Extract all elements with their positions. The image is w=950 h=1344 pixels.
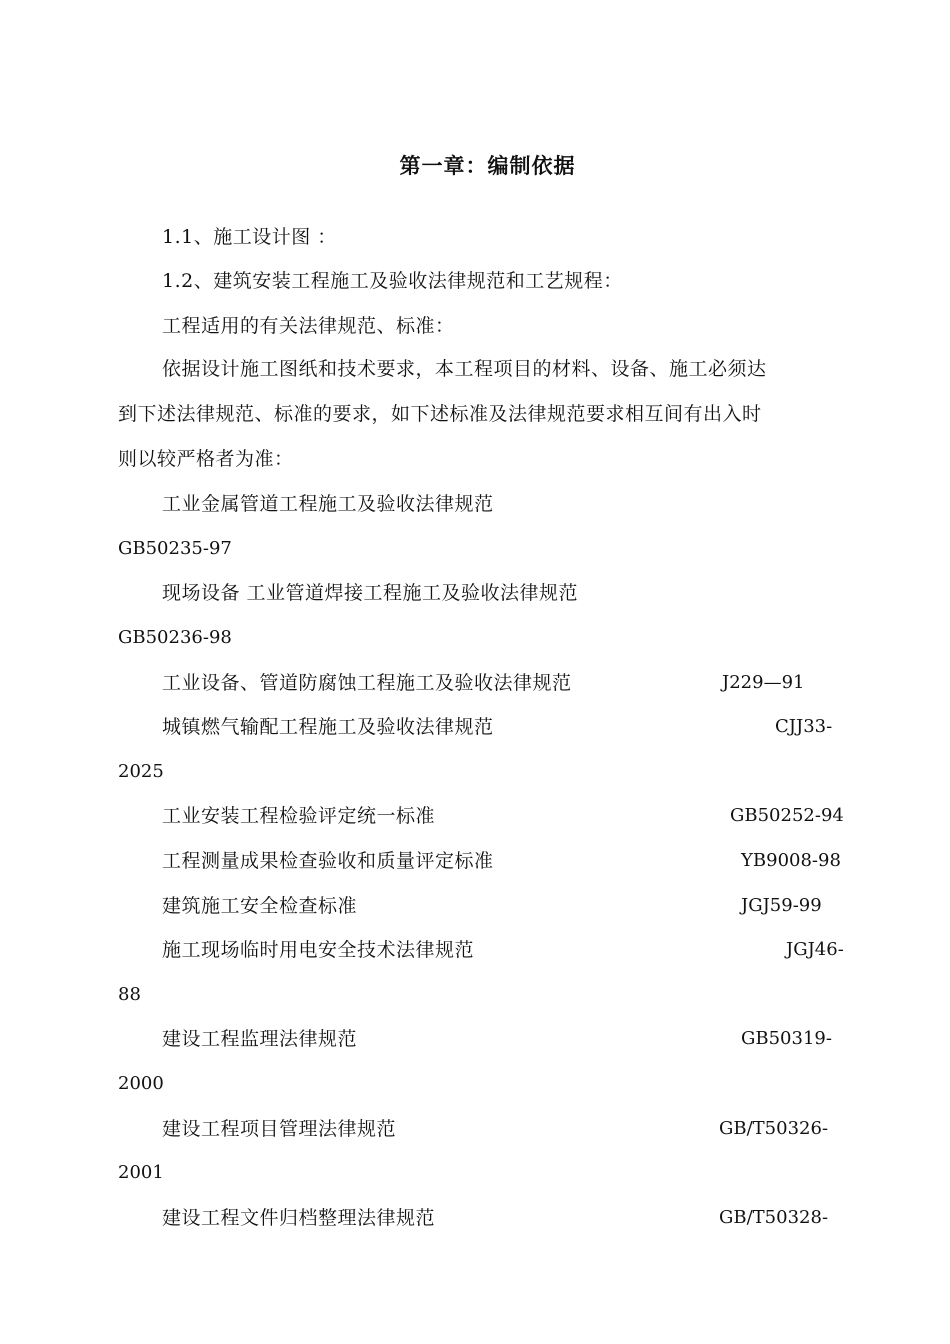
standard-code: YB9008-98 [741,850,841,871]
standard-name: 建筑施工安全检查标准 [162,895,358,917]
standard-name: 现场设备 工业管道焊接工程施工及验收法律规范 [162,582,579,604]
standard-name: 建设工程监理法律规范 [162,1028,358,1050]
standard-code: J229—91 [722,672,805,693]
paragraph-line-1: 依据设计施工图纸和技术要求，本工程项目的材料、设备、施工必须达 [162,358,767,380]
standard-name: 工业金属管道工程施工及验收法律规范 [162,493,494,515]
standard-code-continued: GB50235-97 [118,538,232,559]
standard-code: GB/T50328- [719,1207,829,1228]
standard-code: GB/T50326- [719,1118,829,1139]
standard-code: GB50319- [741,1028,832,1049]
standard-code-continued: 2000 [118,1073,164,1094]
standard-code-continued: GB50236-98 [118,627,232,648]
standard-name: 施工现场临时用电安全技术法律规范 [162,939,475,961]
standard-code: GB50252-94 [730,805,844,826]
standard-name: 建设工程文件归档整理法律规范 [162,1207,436,1229]
item-1-2: 1.2、建筑安装工程施工及验收法律规范和工艺规程： [162,270,623,292]
standard-code: JGJ59-99 [741,895,822,916]
paragraph-line-2: 到下述法律规范、标准的要求，如下述标准及法律规范要求相互间有出入时 [118,403,762,425]
standard-name: 工程测量成果检查验收和质量评定标准 [162,850,494,872]
standard-name: 城镇燃气输配工程施工及验收法律规范 [162,716,494,738]
applicable-standards-label: 工程适用的有关法律规范、标准： [162,315,455,337]
chapter-heading: 第一章：编制依据 [399,154,576,178]
standard-code: JGJ46- [786,939,844,960]
paragraph-line-3: 则以较严格者为准： [118,448,294,470]
standard-code-continued: 2001 [118,1162,164,1183]
standard-code: CJJ33- [775,716,833,737]
standard-name: 工业设备、管道防腐蚀工程施工及验收法律规范 [162,672,572,694]
standard-name: 建设工程项目管理法律规范 [162,1118,397,1140]
item-1-1: 1.1、施工设计图 ： [162,226,337,248]
standard-code-continued: 88 [118,984,141,1005]
standard-name: 工业安装工程检验评定统一标准 [162,805,436,827]
standard-code-continued: 2025 [118,761,164,782]
